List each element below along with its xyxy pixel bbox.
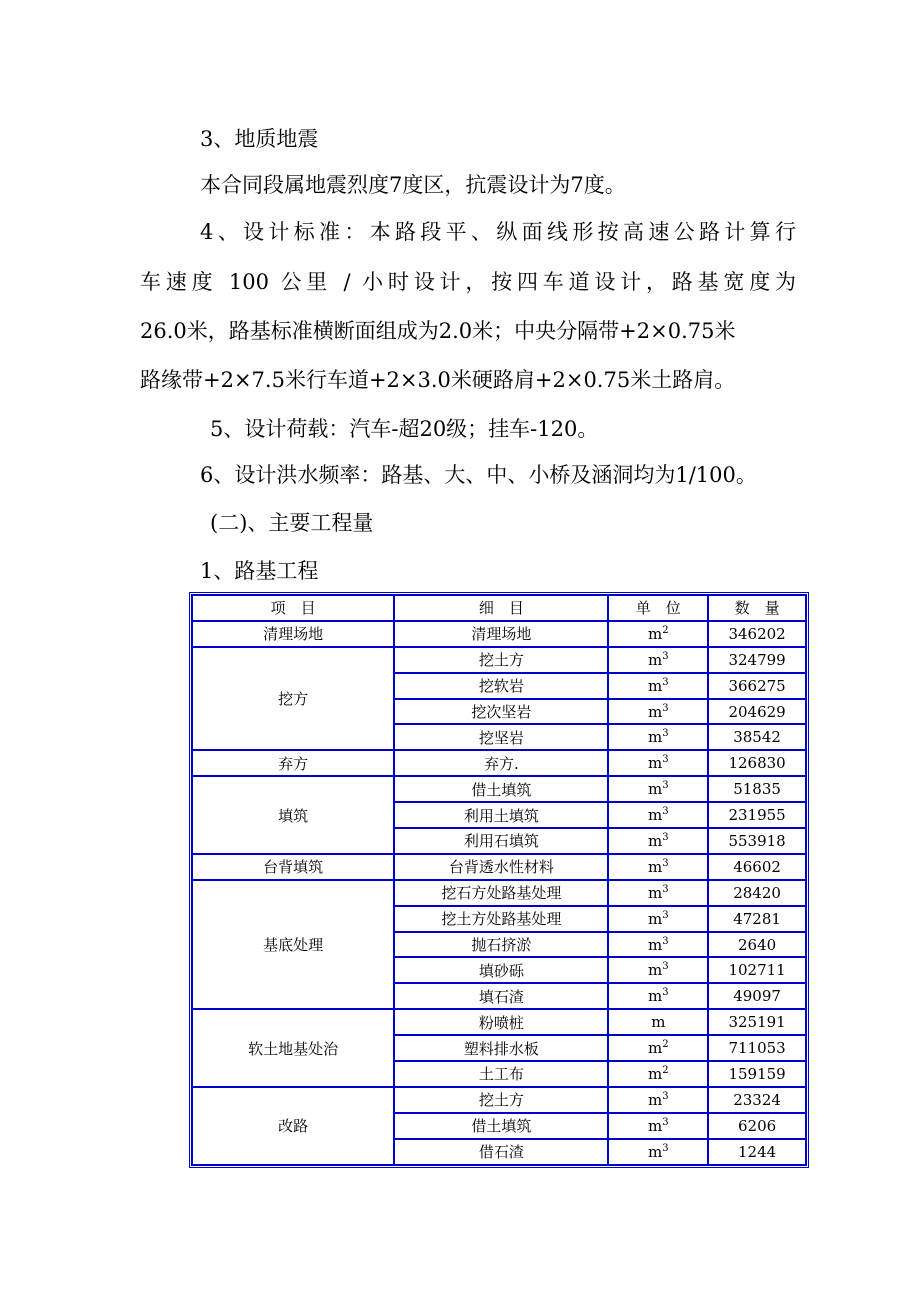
- cell-item: 挖土方处路基处理: [394, 906, 608, 932]
- cell-category: 软土地基处治: [192, 1009, 394, 1087]
- unit-exponent: 3: [662, 909, 669, 921]
- cell-quantity: 159159: [708, 1061, 806, 1087]
- cell-item: 清理场地: [394, 621, 608, 647]
- cell-unit: [608, 932, 708, 958]
- unit-exponent: 3: [662, 883, 669, 895]
- table-row: [192, 621, 806, 647]
- cell-category: 清理场地: [192, 621, 394, 647]
- cell-quantity: 346202: [708, 621, 806, 647]
- header-quantity: 数 量: [708, 595, 806, 621]
- cell-item: 利用石填筑: [394, 828, 608, 854]
- paragraph-design-standard-line4: 路缘带+2×7.5米行车道+2×3.0米硬路肩+2×0.75米土路肩。: [140, 368, 736, 392]
- unit-base: m: [648, 1116, 663, 1135]
- cell-quantity: 102711: [708, 957, 806, 983]
- cell-unit: [608, 983, 708, 1009]
- cell-quantity: 231955: [708, 802, 806, 828]
- table-row: [192, 776, 806, 802]
- unit-exponent: 3: [662, 754, 669, 766]
- cell-quantity: 1244: [708, 1139, 806, 1165]
- unit-exponent: 2: [662, 1064, 669, 1076]
- cell-item: 弃方.: [394, 750, 608, 776]
- unit-exponent: 3: [662, 728, 669, 740]
- cell-unit: [608, 1139, 708, 1165]
- cell-item: 利用土填筑: [394, 802, 608, 828]
- cell-quantity: 49097: [708, 983, 806, 1009]
- unit-exponent: 3: [662, 780, 669, 792]
- cell-item: 填砂砾: [394, 957, 608, 983]
- cell-category: 基底处理: [192, 880, 394, 1009]
- unit-base: m: [648, 909, 663, 928]
- cell-quantity: 325191: [708, 1009, 806, 1035]
- cell-unit: [608, 1113, 708, 1139]
- cell-quantity: 47281: [708, 906, 806, 932]
- unit-base: m: [648, 1090, 663, 1109]
- cell-unit: [608, 854, 708, 880]
- cell-quantity: 366275: [708, 673, 806, 699]
- unit-exponent: 3: [662, 1090, 669, 1102]
- paragraph-flood-frequency: 6、设计洪水频率：路基、大、中、小桥及涵洞均为1/100。: [200, 463, 757, 487]
- cell-category: 填筑: [192, 776, 394, 854]
- unit-base: m: [648, 676, 663, 695]
- cell-quantity: 23324: [708, 1087, 806, 1113]
- cell-item: 塑料排水板: [394, 1035, 608, 1061]
- cell-item: 台背透水性材料: [394, 854, 608, 880]
- unit-base: m: [648, 728, 663, 747]
- cell-item: 粉喷桩: [394, 1009, 608, 1035]
- unit-base: m: [648, 702, 663, 721]
- unit-base: m: [651, 1013, 666, 1032]
- unit-base: m: [648, 624, 663, 643]
- unit-base: m: [648, 1039, 663, 1058]
- cell-category: 台背填筑: [192, 854, 394, 880]
- cell-unit: [608, 1087, 708, 1113]
- header-unit: 单 位: [608, 595, 708, 621]
- cell-item: 借土填筑: [394, 776, 608, 802]
- unit-base: m: [648, 857, 663, 876]
- unit-base: m: [648, 987, 663, 1006]
- unit-base: m: [648, 780, 663, 799]
- table-row: [192, 647, 806, 673]
- cell-item: 填石渣: [394, 983, 608, 1009]
- unit-exponent: 3: [662, 676, 669, 688]
- cell-quantity: 204629: [708, 699, 806, 725]
- unit-base: m: [648, 1064, 663, 1083]
- cell-category: 改路: [192, 1087, 394, 1165]
- paragraph-seismic: 本合同段属地震烈度7度区，抗震设计为7度。: [200, 173, 626, 197]
- unit-base: m: [648, 961, 663, 980]
- unit-exponent: 3: [662, 961, 669, 973]
- header-category: 项 目: [192, 595, 394, 621]
- cell-unit: [608, 621, 708, 647]
- cell-item: 抛石挤淤: [394, 932, 608, 958]
- cell-item: 土工布: [394, 1061, 608, 1087]
- unit-exponent: 3: [662, 650, 669, 662]
- cell-item: 借石渣: [394, 1139, 608, 1165]
- table-row: [192, 880, 806, 906]
- cell-unit: [608, 880, 708, 906]
- cell-item: 挖土方: [394, 1087, 608, 1113]
- cell-unit: [608, 1061, 708, 1087]
- cell-item: 挖软岩: [394, 673, 608, 699]
- paragraph-design-load: 5、设计荷载：汽车-超20级；挂车-120。: [210, 417, 599, 441]
- cell-quantity: 553918: [708, 828, 806, 854]
- heading-main-quantities: (二)、主要工程量: [210, 511, 374, 535]
- cell-unit: [608, 724, 708, 750]
- table-row: [192, 854, 806, 880]
- table-row: [192, 1087, 806, 1113]
- table-header-row: [192, 595, 806, 621]
- cell-unit: [608, 673, 708, 699]
- cell-item: 挖次坚岩: [394, 699, 608, 725]
- cell-quantity: 6206: [708, 1113, 806, 1139]
- cell-item: 挖石方处路基处理: [394, 880, 608, 906]
- unit-base: m: [648, 754, 663, 773]
- paragraph-design-standard-line2: 车速度 100 公里 / 小时设计，按四车道设计，路基宽度为: [140, 270, 796, 294]
- unit-base: m: [648, 831, 663, 850]
- cell-unit: [608, 802, 708, 828]
- unit-base: m: [648, 883, 663, 902]
- unit-exponent: 3: [662, 702, 669, 714]
- cell-item: 借土填筑: [394, 1113, 608, 1139]
- table-row: [192, 1009, 806, 1035]
- unit-exponent: 3: [662, 806, 669, 818]
- cell-unit: [608, 906, 708, 932]
- paragraph-design-standard-line1: 4、设计标准：本路段平、纵面线形按高速公路计算行: [200, 220, 796, 244]
- cell-item: 挖坚岩: [394, 724, 608, 750]
- cell-item: 挖土方: [394, 647, 608, 673]
- cell-quantity: 51835: [708, 776, 806, 802]
- unit-exponent: 3: [662, 857, 669, 869]
- cell-unit: [608, 828, 708, 854]
- cell-quantity: 2640: [708, 932, 806, 958]
- unit-exponent: 3: [662, 935, 669, 947]
- paragraph-design-standard-line3: 26.0米，路基标准横断面组成为2.0米；中央分隔带+2×0.75米: [140, 319, 736, 343]
- unit-exponent: 3: [662, 1116, 669, 1128]
- cell-category: 弃方: [192, 750, 394, 776]
- cell-unit: [608, 699, 708, 725]
- cell-unit: [608, 1009, 708, 1035]
- unit-base: m: [648, 806, 663, 825]
- cell-category: 挖方: [192, 647, 394, 751]
- cell-unit: [608, 1035, 708, 1061]
- cell-quantity: 38542: [708, 724, 806, 750]
- cell-unit: [608, 957, 708, 983]
- table-row: [192, 750, 806, 776]
- cell-quantity: 711053: [708, 1035, 806, 1061]
- unit-base: m: [648, 935, 663, 954]
- cell-quantity: 28420: [708, 880, 806, 906]
- heading-geology: 3、地质地震: [200, 127, 319, 151]
- heading-subgrade-works: 1、路基工程: [200, 559, 319, 583]
- header-item: 细 目: [394, 595, 608, 621]
- cell-unit: [608, 647, 708, 673]
- subgrade-quantity-table: [191, 594, 807, 1166]
- unit-exponent: 3: [662, 1142, 669, 1154]
- unit-exponent: 2: [662, 1039, 669, 1051]
- unit-base: m: [648, 650, 663, 669]
- cell-quantity: 324799: [708, 647, 806, 673]
- cell-unit: [608, 776, 708, 802]
- unit-exponent: 3: [662, 987, 669, 999]
- unit-exponent: 3: [662, 831, 669, 843]
- cell-unit: [608, 750, 708, 776]
- cell-quantity: 46602: [708, 854, 806, 880]
- cell-quantity: 126830: [708, 750, 806, 776]
- unit-exponent: 2: [662, 624, 669, 636]
- unit-base: m: [648, 1142, 663, 1161]
